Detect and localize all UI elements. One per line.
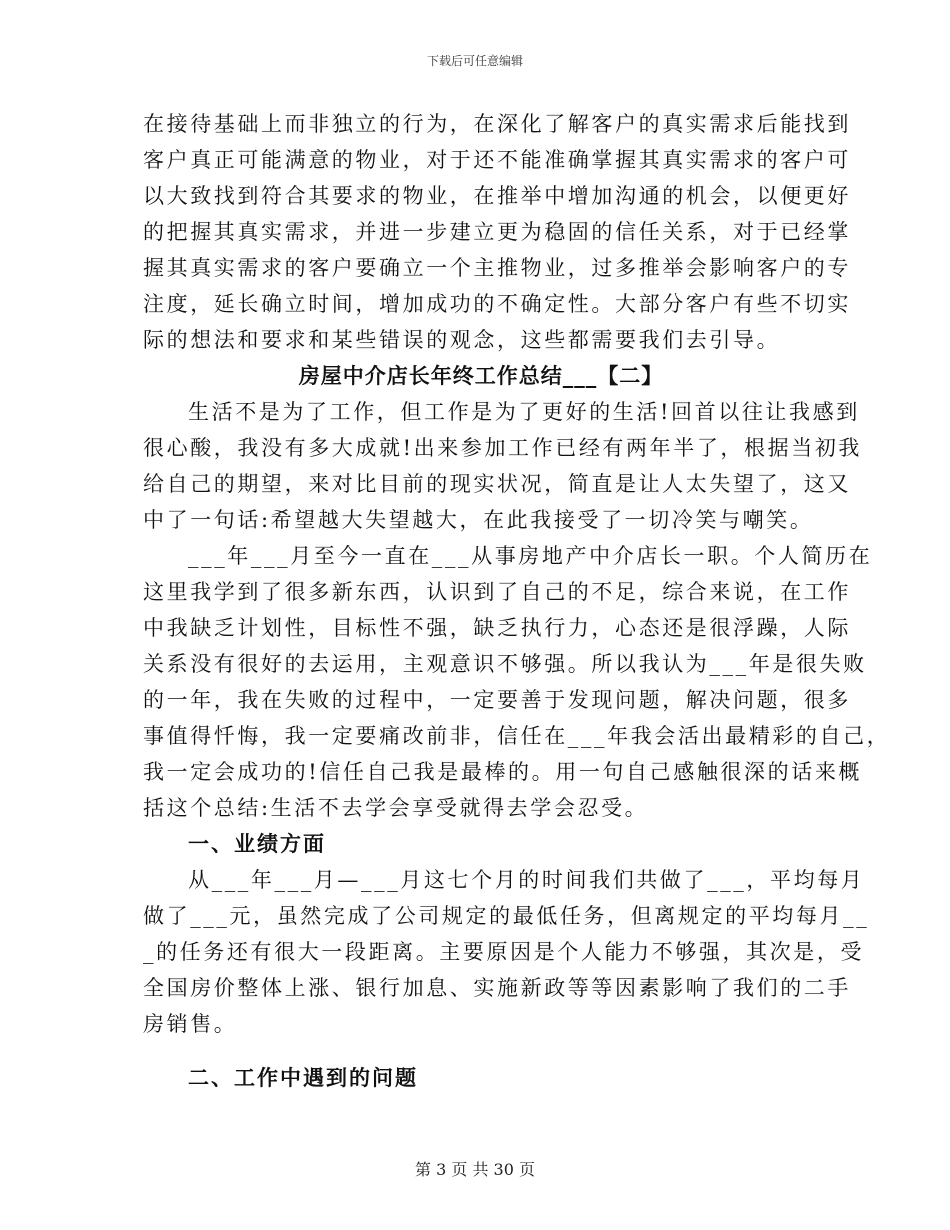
text-line: 关系没有很好的去运用，主观意识不够强。所以我认为___年是很失败 [143, 652, 867, 676]
text-line: ___年___月至今一直在___从事房地产中介店长一职。个人简历在 [188, 544, 873, 568]
text-line: 全国房价整体上涨、银行加息、实施新政等等因素影响了我们的二手 [143, 976, 851, 1000]
text-line: 这里我学到了很多新东西，认识到了自己的不足，综合来说，在工作 [143, 580, 851, 604]
text-line: 客户真正可能满意的物业，对于还不能准确掌握其真实需求的客户可 [143, 148, 851, 172]
paragraph-4 [143, 862, 870, 1042]
section-heading-problems: 二、工作中遇到的问题 [188, 1065, 418, 1090]
text-line: 中我缺乏计划性，目标性不强，缺乏执行力，心态还是很浮躁，人际 [143, 616, 851, 640]
text-line: 做了___元，虽然完成了公司规定的最低任务，但离规定的平均每月__ [143, 904, 870, 928]
text-line: 以大致找到符合其要求的物业，在推举中增加沟通的机会，以便更好 [143, 184, 851, 208]
text-line: 的把握其真实需求，并进一步建立更为稳固的信任关系，对于已经掌 [143, 220, 851, 244]
page-footer: 第 3 页 共 30 页 [415, 1160, 535, 1179]
text-line: 我一定会成功的!信任自己我是最棒的。用一句自己感触很深的话来概 [143, 760, 863, 784]
text-line: 生活不是为了工作，但工作是为了更好的生活!回首以往让我感到 [188, 400, 860, 424]
text-line: 给自己的期望，来对比目前的现实状况，简直是让人太失望了，这又 [143, 472, 851, 496]
paragraph-2 [143, 394, 863, 538]
text-line: 握其真实需求的客户要确立一个主推物业，过多推举会影响客户的专 [143, 256, 851, 280]
text-line: _的任务还有很大一段距离。主要原因是个人能力不够强，其次是，受 [143, 940, 865, 964]
text-line: 在接待基础上而非独立的行为，在深化了解客户的真实需求后能找到 [143, 112, 851, 136]
text-line: 中了一句话:希望越大失望越大，在此我接受了一切冷笑与嘲笑。 [143, 508, 814, 532]
text-line: 很心酸，我没有多大成就!出来参加工作已经有两年半了，根据当初我 [143, 436, 863, 460]
text-line: 房销售。 [143, 1012, 238, 1036]
header-note: 下载后可任意编辑 [426, 54, 523, 68]
document-body [143, 106, 891, 1096]
section-title: 房屋中介店长年终工作总结___【二】 [298, 363, 664, 388]
paragraph-1 [143, 106, 851, 358]
paragraph-3 [143, 538, 891, 826]
text-line: 括这个总结:生活不去学会享受就得去学会忍受。 [143, 796, 649, 820]
text-line: 从___年___月—___月这七个月的时间我们共做了___，平均每月 [188, 868, 865, 892]
text-line: 际的想法和要求和某些错误的观念，这些都需要我们去引导。 [143, 328, 781, 352]
section-heading-performance: 一、业绩方面 [188, 831, 326, 856]
text-line: 的一年，我在失败的过程中，一定要善于发现问题，解决问题，很多 [143, 688, 851, 712]
text-line: 事值得忏悔，我一定要痛改前非，信任在___年我会活出最精彩的自己， [143, 724, 891, 748]
spacer [143, 1042, 819, 1060]
text-line: 注度，延长确立时间，增加成功的不确定性。大部分客户有些不切实 [143, 292, 851, 316]
